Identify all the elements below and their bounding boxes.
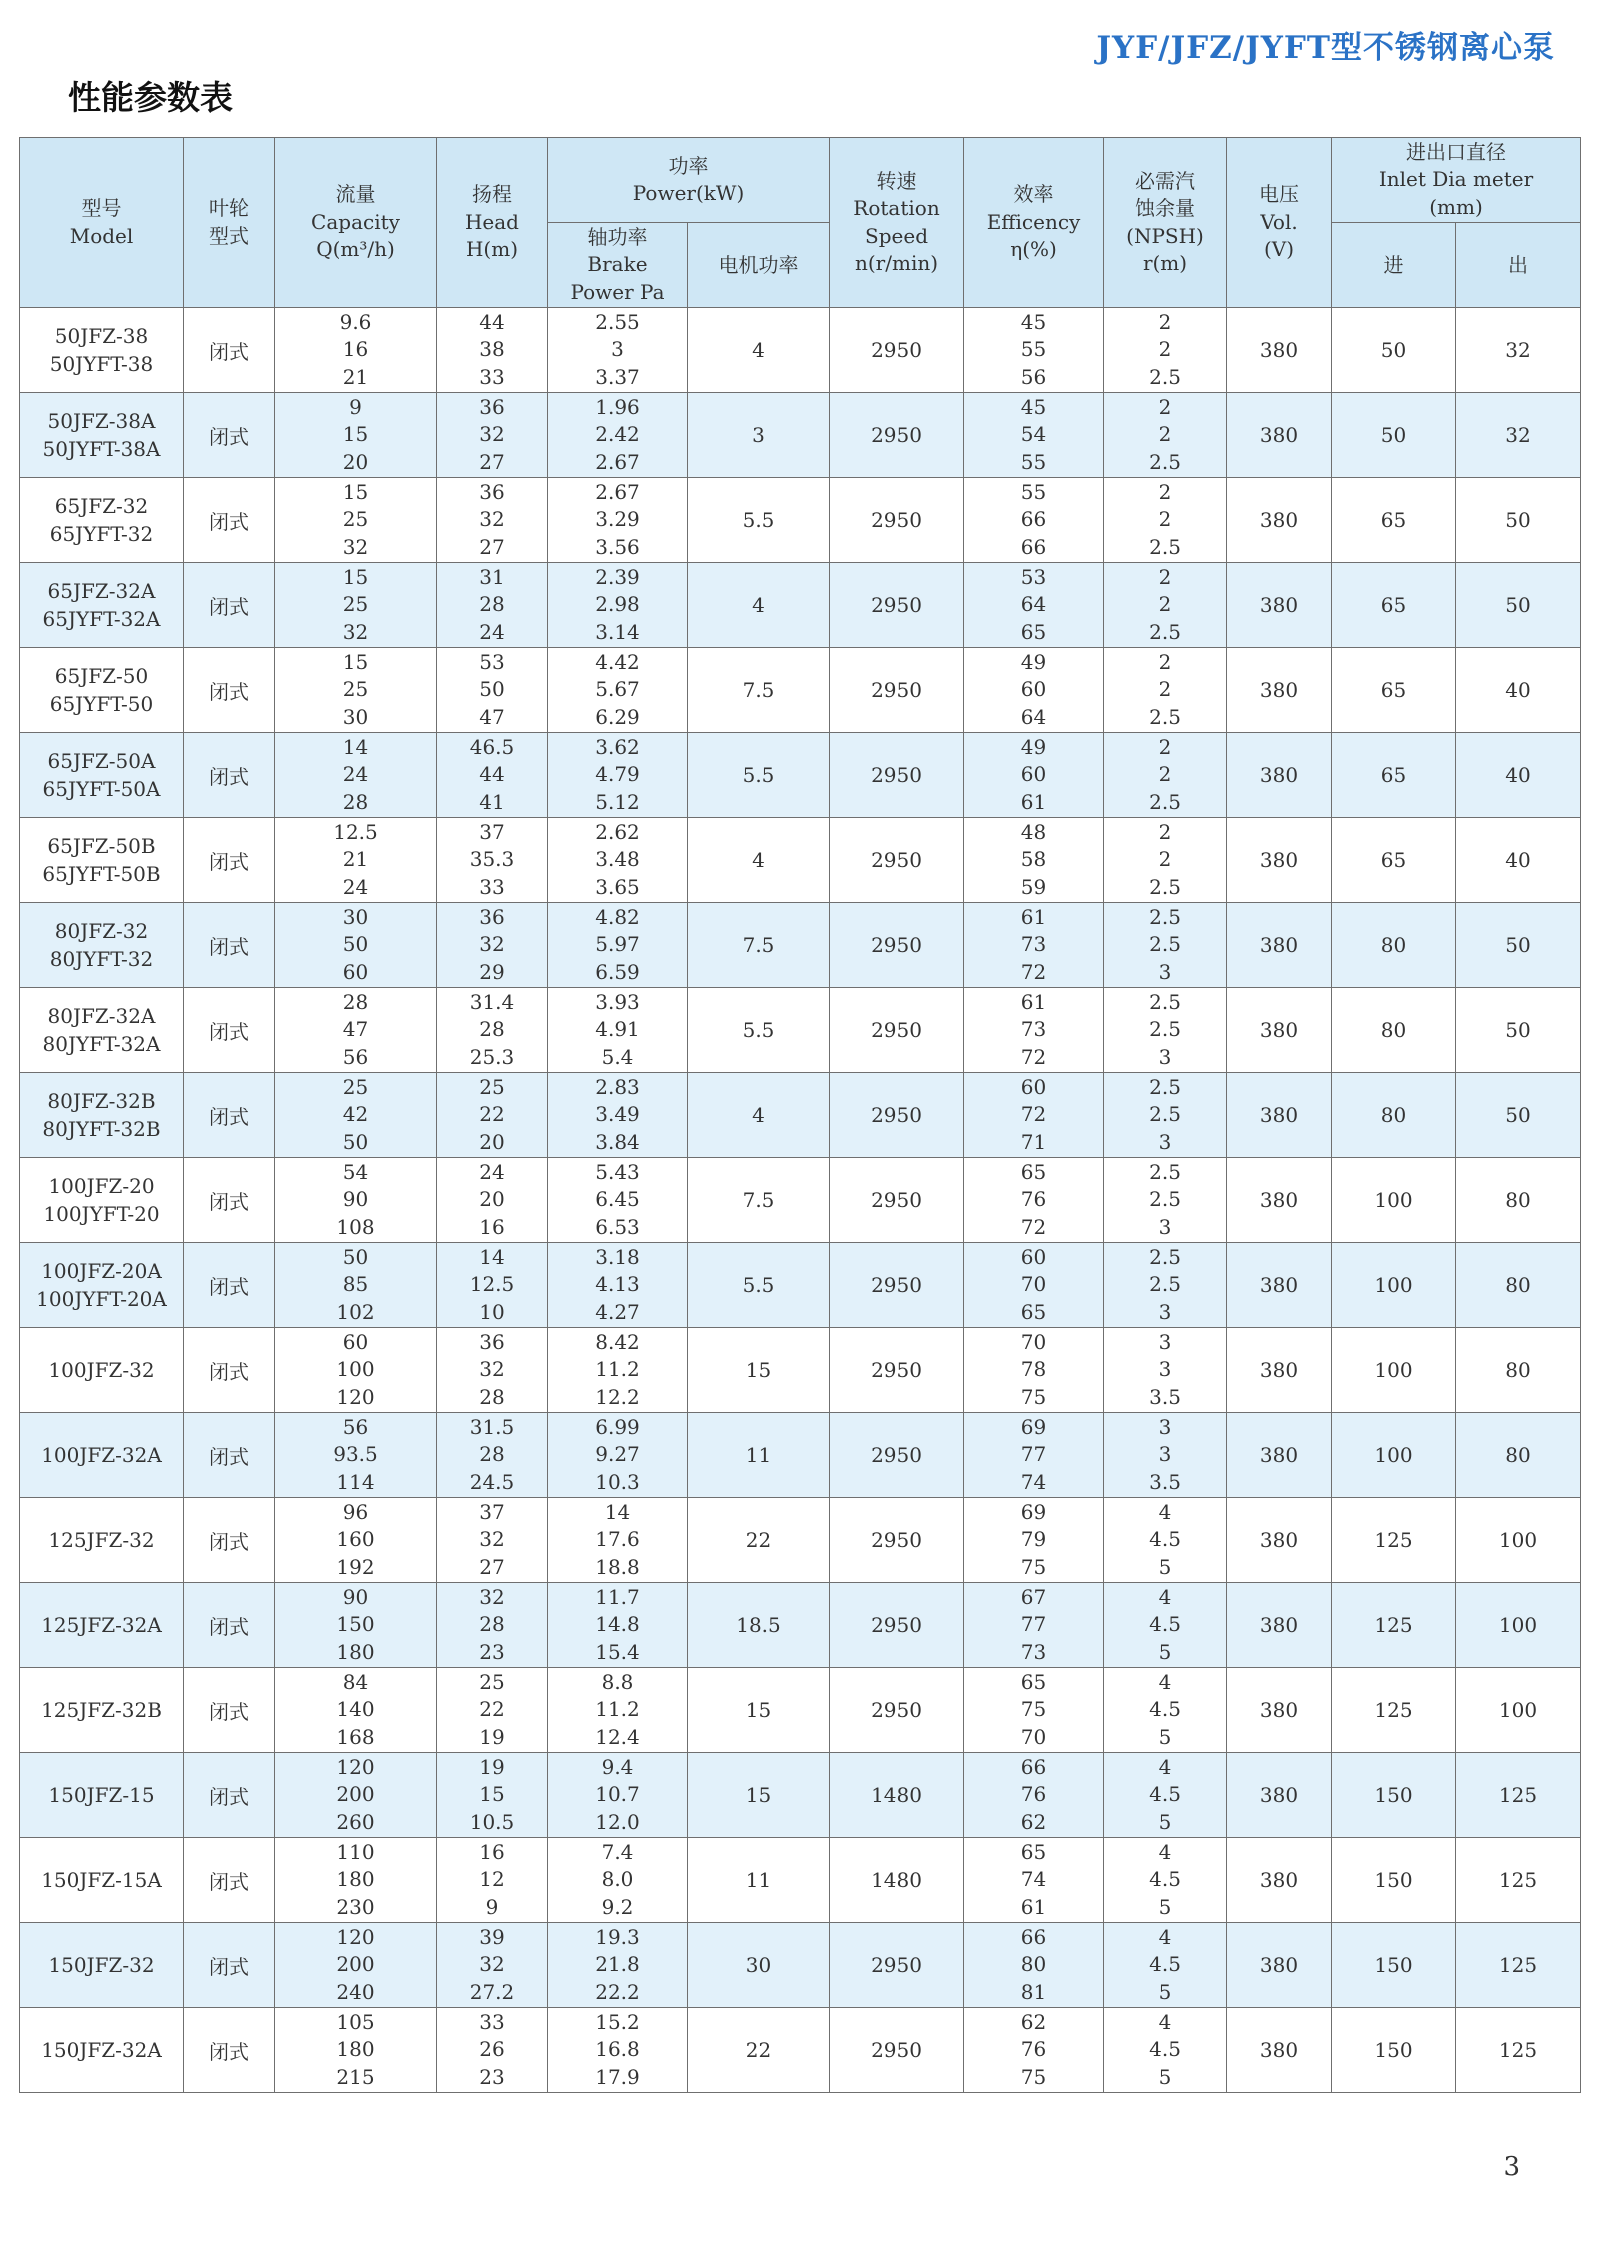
cell-model: 65JFZ-50 65JYFT-50 [20, 648, 184, 733]
header-npsh: 必需汽 蚀余量 (NPSH) r(m) [1104, 138, 1227, 308]
cell-motor-power: 4 [688, 308, 830, 393]
cell-model: 65JFZ-32A 65JYFT-32A [20, 563, 184, 648]
cell-capacity: 12.5 21 24 [275, 818, 437, 903]
cell-npsh: 4 4.5 5 [1104, 1838, 1227, 1923]
cell-head: 31.5 28 24.5 [437, 1413, 548, 1498]
cell-outlet: 50 [1456, 903, 1581, 988]
cell-inlet: 150 [1332, 1838, 1456, 1923]
cell-efficiency: 49 60 64 [964, 648, 1104, 733]
cell-brake-power: 6.99 9.27 10.3 [548, 1413, 688, 1498]
cell-capacity: 15 25 30 [275, 648, 437, 733]
table-row [20, 733, 1581, 818]
cell-impeller: 闭式 [184, 1668, 275, 1753]
header-motor-power: 电机功率 [688, 223, 830, 308]
cell-brake-power: 19.3 21.8 22.2 [548, 1923, 688, 2008]
header-voltage: 电压 Vol. (V) [1227, 138, 1332, 308]
cell-voltage: 380 [1227, 1753, 1332, 1838]
cell-efficiency: 65 76 72 [964, 1158, 1104, 1243]
cell-efficiency: 61 73 72 [964, 903, 1104, 988]
cell-model: 65JFZ-50A 65JYFT-50A [20, 733, 184, 818]
cell-efficiency: 70 78 75 [964, 1328, 1104, 1413]
cell-outlet: 50 [1456, 1073, 1581, 1158]
table-row [20, 903, 1581, 988]
cell-impeller: 闭式 [184, 1923, 275, 2008]
cell-npsh: 4 4.5 5 [1104, 1583, 1227, 1668]
cell-outlet: 80 [1456, 1413, 1581, 1498]
cell-inlet: 65 [1332, 478, 1456, 563]
cell-capacity: 28 47 56 [275, 988, 437, 1073]
cell-head: 46.5 44 41 [437, 733, 548, 818]
cell-voltage: 380 [1227, 1498, 1332, 1583]
cell-inlet: 100 [1332, 1243, 1456, 1328]
cell-head: 24 20 16 [437, 1158, 548, 1243]
header-model: 型号 Model [20, 138, 184, 308]
cell-speed: 2950 [830, 988, 964, 1073]
cell-voltage: 380 [1227, 2008, 1332, 2093]
cell-efficiency: 60 70 65 [964, 1243, 1104, 1328]
cell-efficiency: 69 79 75 [964, 1498, 1104, 1583]
cell-speed: 2950 [830, 1668, 964, 1753]
cell-brake-power: 2.62 3.48 3.65 [548, 818, 688, 903]
cell-inlet: 125 [1332, 1668, 1456, 1753]
header-head: 扬程 Head H(m) [437, 138, 548, 308]
cell-capacity: 25 42 50 [275, 1073, 437, 1158]
cell-impeller: 闭式 [184, 393, 275, 478]
table-row [20, 1243, 1581, 1328]
cell-motor-power: 7.5 [688, 1158, 830, 1243]
table-row [20, 1753, 1581, 1838]
cell-voltage: 380 [1227, 1668, 1332, 1753]
cell-npsh: 4 4.5 5 [1104, 1668, 1227, 1753]
cell-speed: 2950 [830, 478, 964, 563]
cell-npsh: 4 4.5 5 [1104, 1498, 1227, 1583]
cell-speed: 2950 [830, 1413, 964, 1498]
cell-capacity: 105 180 215 [275, 2008, 437, 2093]
table-row [20, 1328, 1581, 1413]
cell-brake-power: 8.42 11.2 12.2 [548, 1328, 688, 1413]
cell-outlet: 50 [1456, 988, 1581, 1073]
cell-voltage: 380 [1227, 478, 1332, 563]
cell-speed: 1480 [830, 1753, 964, 1838]
cell-efficiency: 66 76 62 [964, 1753, 1104, 1838]
cell-outlet: 100 [1456, 1668, 1581, 1753]
cell-npsh: 2 2 2.5 [1104, 648, 1227, 733]
cell-voltage: 380 [1227, 988, 1332, 1073]
cell-impeller: 闭式 [184, 903, 275, 988]
cell-brake-power: 2.39 2.98 3.14 [548, 563, 688, 648]
cell-impeller: 闭式 [184, 988, 275, 1073]
cell-speed: 2950 [830, 563, 964, 648]
cell-efficiency: 66 80 81 [964, 1923, 1104, 2008]
cell-model: 125JFZ-32B [20, 1668, 184, 1753]
cell-impeller: 闭式 [184, 563, 275, 648]
cell-efficiency: 55 66 66 [964, 478, 1104, 563]
cell-head: 32 28 23 [437, 1583, 548, 1668]
cell-speed: 2950 [830, 1073, 964, 1158]
cell-impeller: 闭式 [184, 1328, 275, 1413]
cell-capacity: 56 93.5 114 [275, 1413, 437, 1498]
cell-npsh: 2 2 2.5 [1104, 308, 1227, 393]
cell-motor-power: 5.5 [688, 1243, 830, 1328]
cell-speed: 2950 [830, 733, 964, 818]
cell-inlet: 150 [1332, 1923, 1456, 2008]
cell-inlet: 125 [1332, 1498, 1456, 1583]
cell-model: 100JFZ-32 [20, 1328, 184, 1413]
table-row [20, 1073, 1581, 1158]
cell-voltage: 380 [1227, 393, 1332, 478]
cell-impeller: 闭式 [184, 308, 275, 393]
cell-npsh: 3 3 3.5 [1104, 1328, 1227, 1413]
section-title: 性能参数表 [68, 78, 233, 117]
cell-inlet: 80 [1332, 988, 1456, 1073]
cell-head: 36 32 27 [437, 478, 548, 563]
header-efficiency: 效率 Efficency η(%) [964, 138, 1104, 308]
header-impeller: 叶轮 型式 [184, 138, 275, 308]
cell-model: 65JFZ-50B 65JYFT-50B [20, 818, 184, 903]
cell-motor-power: 5.5 [688, 733, 830, 818]
cell-motor-power: 7.5 [688, 648, 830, 733]
cell-npsh: 2.5 2.5 3 [1104, 903, 1227, 988]
cell-outlet: 125 [1456, 1923, 1581, 2008]
cell-head: 33 26 23 [437, 2008, 548, 2093]
cell-npsh: 2.5 2.5 3 [1104, 988, 1227, 1073]
cell-head: 39 32 27.2 [437, 1923, 548, 2008]
cell-efficiency: 69 77 74 [964, 1413, 1104, 1498]
header-power: 功率 Power(kW) [548, 138, 830, 223]
cell-inlet: 80 [1332, 1073, 1456, 1158]
cell-motor-power: 15 [688, 1753, 830, 1838]
cell-outlet: 100 [1456, 1498, 1581, 1583]
cell-voltage: 380 [1227, 903, 1332, 988]
cell-head: 36 32 27 [437, 393, 548, 478]
cell-outlet: 32 [1456, 393, 1581, 478]
cell-voltage: 380 [1227, 1328, 1332, 1413]
cell-model: 80JFZ-32 80JYFT-32 [20, 903, 184, 988]
cell-outlet: 125 [1456, 1838, 1581, 1923]
cell-motor-power: 4 [688, 1073, 830, 1158]
cell-npsh: 2.5 2.5 3 [1104, 1243, 1227, 1328]
cell-outlet: 80 [1456, 1328, 1581, 1413]
cell-model: 100JFZ-20A 100JYFT-20A [20, 1243, 184, 1328]
header-outlet: 出 [1456, 223, 1581, 308]
cell-brake-power: 5.43 6.45 6.53 [548, 1158, 688, 1243]
cell-brake-power: 15.2 16.8 17.9 [548, 2008, 688, 2093]
table-row [20, 2008, 1581, 2093]
cell-capacity: 9.6 16 21 [275, 308, 437, 393]
cell-brake-power: 14 17.6 18.8 [548, 1498, 688, 1583]
cell-inlet: 50 [1332, 308, 1456, 393]
cell-impeller: 闭式 [184, 1073, 275, 1158]
cell-motor-power: 15 [688, 1668, 830, 1753]
cell-efficiency: 62 76 75 [964, 2008, 1104, 2093]
table-row [20, 308, 1581, 393]
cell-brake-power: 11.7 14.8 15.4 [548, 1583, 688, 1668]
cell-speed: 2950 [830, 1583, 964, 1668]
cell-model: 50JFZ-38A 50JYFT-38A [20, 393, 184, 478]
cell-model: 125JFZ-32A [20, 1583, 184, 1668]
cell-outlet: 40 [1456, 733, 1581, 818]
table-row [20, 1923, 1581, 2008]
cell-model: 150JFZ-15A [20, 1838, 184, 1923]
cell-outlet: 80 [1456, 1243, 1581, 1328]
cell-head: 19 15 10.5 [437, 1753, 548, 1838]
cell-inlet: 150 [1332, 1753, 1456, 1838]
cell-npsh: 2 2 2.5 [1104, 393, 1227, 478]
cell-impeller: 闭式 [184, 648, 275, 733]
cell-inlet: 100 [1332, 1413, 1456, 1498]
cell-speed: 2950 [830, 1923, 964, 2008]
cell-capacity: 110 180 230 [275, 1838, 437, 1923]
cell-inlet: 65 [1332, 818, 1456, 903]
cell-voltage: 380 [1227, 818, 1332, 903]
cell-motor-power: 18.5 [688, 1583, 830, 1668]
cell-voltage: 380 [1227, 1073, 1332, 1158]
cell-outlet: 100 [1456, 1583, 1581, 1668]
cell-motor-power: 5.5 [688, 988, 830, 1073]
performance-table [19, 137, 1581, 2093]
cell-outlet: 80 [1456, 1158, 1581, 1243]
cell-npsh: 2 2 2.5 [1104, 818, 1227, 903]
cell-capacity: 14 24 28 [275, 733, 437, 818]
table-row [20, 1158, 1581, 1243]
cell-capacity: 120 200 240 [275, 1923, 437, 2008]
cell-capacity: 84 140 168 [275, 1668, 437, 1753]
cell-speed: 2950 [830, 1328, 964, 1413]
cell-capacity: 15 25 32 [275, 563, 437, 648]
header-diameter: 进出口直径 Inlet Dia meter (mm) [1332, 138, 1581, 223]
cell-impeller: 闭式 [184, 478, 275, 563]
cell-capacity: 9 15 20 [275, 393, 437, 478]
cell-impeller: 闭式 [184, 818, 275, 903]
cell-model: 125JFZ-32 [20, 1498, 184, 1583]
cell-brake-power: 4.82 5.97 6.59 [548, 903, 688, 988]
cell-capacity: 120 200 260 [275, 1753, 437, 1838]
cell-outlet: 50 [1456, 563, 1581, 648]
cell-head: 16 12 9 [437, 1838, 548, 1923]
cell-npsh: 2 2 2.5 [1104, 478, 1227, 563]
header-brake-power: 轴功率 Brake Power Pa [548, 223, 688, 308]
cell-capacity: 15 25 32 [275, 478, 437, 563]
cell-voltage: 380 [1227, 648, 1332, 733]
table-row [20, 1668, 1581, 1753]
cell-inlet: 100 [1332, 1158, 1456, 1243]
cell-efficiency: 49 60 61 [964, 733, 1104, 818]
cell-head: 44 38 33 [437, 308, 548, 393]
cell-model: 50JFZ-38 50JYFT-38 [20, 308, 184, 393]
cell-motor-power: 30 [688, 1923, 830, 2008]
cell-speed: 2950 [830, 903, 964, 988]
cell-model: 65JFZ-32 65JYFT-32 [20, 478, 184, 563]
cell-brake-power: 9.4 10.7 12.0 [548, 1753, 688, 1838]
cell-capacity: 60 100 120 [275, 1328, 437, 1413]
cell-capacity: 54 90 108 [275, 1158, 437, 1243]
cell-voltage: 380 [1227, 1838, 1332, 1923]
cell-speed: 2950 [830, 1243, 964, 1328]
cell-inlet: 50 [1332, 393, 1456, 478]
cell-impeller: 闭式 [184, 1583, 275, 1668]
cell-model: 150JFZ-32 [20, 1923, 184, 2008]
cell-efficiency: 45 54 55 [964, 393, 1104, 478]
cell-brake-power: 8.8 11.2 12.4 [548, 1668, 688, 1753]
header-inlet: 进 [1332, 223, 1456, 308]
cell-head: 36 32 28 [437, 1328, 548, 1413]
table-row [20, 648, 1581, 733]
cell-outlet: 40 [1456, 818, 1581, 903]
table-row [20, 1583, 1581, 1668]
cell-voltage: 380 [1227, 563, 1332, 648]
cell-speed: 2950 [830, 308, 964, 393]
table-row [20, 393, 1581, 478]
cell-capacity: 30 50 60 [275, 903, 437, 988]
cell-head: 31.4 28 25.3 [437, 988, 548, 1073]
cell-brake-power: 4.42 5.67 6.29 [548, 648, 688, 733]
cell-model: 100JFZ-32A [20, 1413, 184, 1498]
table-row [20, 1413, 1581, 1498]
cell-capacity: 90 150 180 [275, 1583, 437, 1668]
cell-efficiency: 65 74 61 [964, 1838, 1104, 1923]
cell-model: 150JFZ-32A [20, 2008, 184, 2093]
cell-npsh: 3 3 3.5 [1104, 1413, 1227, 1498]
cell-speed: 2950 [830, 2008, 964, 2093]
header-capacity: 流量 Capacity Q(m³/h) [275, 138, 437, 308]
cell-motor-power: 3 [688, 393, 830, 478]
cell-motor-power: 15 [688, 1328, 830, 1413]
cell-voltage: 380 [1227, 1413, 1332, 1498]
table-row [20, 478, 1581, 563]
table-row [20, 1498, 1581, 1583]
cell-head: 37 32 27 [437, 1498, 548, 1583]
cell-voltage: 380 [1227, 1923, 1332, 2008]
cell-impeller: 闭式 [184, 1838, 275, 1923]
table-row [20, 818, 1581, 903]
cell-motor-power: 11 [688, 1413, 830, 1498]
cell-inlet: 125 [1332, 1583, 1456, 1668]
cell-speed: 2950 [830, 393, 964, 478]
cell-efficiency: 53 64 65 [964, 563, 1104, 648]
cell-brake-power: 3.62 4.79 5.12 [548, 733, 688, 818]
cell-head: 25 22 20 [437, 1073, 548, 1158]
series-title: JYF/JFZ/JYFT型不锈钢离心泵 [1096, 30, 1555, 66]
cell-inlet: 65 [1332, 733, 1456, 818]
cell-outlet: 125 [1456, 1753, 1581, 1838]
cell-outlet: 40 [1456, 648, 1581, 733]
cell-efficiency: 61 73 72 [964, 988, 1104, 1073]
cell-inlet: 65 [1332, 648, 1456, 733]
cell-motor-power: 4 [688, 563, 830, 648]
cell-efficiency: 60 72 71 [964, 1073, 1104, 1158]
cell-npsh: 4 4.5 5 [1104, 1923, 1227, 2008]
cell-speed: 2950 [830, 1158, 964, 1243]
cell-capacity: 96 160 192 [275, 1498, 437, 1583]
cell-model: 150JFZ-15 [20, 1753, 184, 1838]
cell-impeller: 闭式 [184, 1753, 275, 1838]
table-row [20, 1838, 1581, 1923]
cell-speed: 1480 [830, 1838, 964, 1923]
cell-impeller: 闭式 [184, 1498, 275, 1583]
cell-head: 31 28 24 [437, 563, 548, 648]
cell-brake-power: 7.4 8.0 9.2 [548, 1838, 688, 1923]
cell-npsh: 4 4.5 5 [1104, 2008, 1227, 2093]
cell-brake-power: 1.96 2.42 2.67 [548, 393, 688, 478]
cell-inlet: 65 [1332, 563, 1456, 648]
cell-head: 53 50 47 [437, 648, 548, 733]
cell-impeller: 闭式 [184, 1413, 275, 1498]
cell-speed: 2950 [830, 648, 964, 733]
table-body [20, 308, 1581, 2093]
cell-efficiency: 45 55 56 [964, 308, 1104, 393]
cell-speed: 2950 [830, 1498, 964, 1583]
cell-npsh: 2 2 2.5 [1104, 733, 1227, 818]
cell-model: 80JFZ-32A 80JYFT-32A [20, 988, 184, 1073]
cell-inlet: 100 [1332, 1328, 1456, 1413]
cell-efficiency: 48 58 59 [964, 818, 1104, 903]
cell-inlet: 80 [1332, 903, 1456, 988]
table-row [20, 988, 1581, 1073]
cell-motor-power: 5.5 [688, 478, 830, 563]
cell-brake-power: 3.93 4.91 5.4 [548, 988, 688, 1073]
cell-motor-power: 22 [688, 2008, 830, 2093]
cell-head: 25 22 19 [437, 1668, 548, 1753]
cell-motor-power: 22 [688, 1498, 830, 1583]
cell-voltage: 380 [1227, 308, 1332, 393]
cell-brake-power: 3.18 4.13 4.27 [548, 1243, 688, 1328]
cell-efficiency: 67 77 73 [964, 1583, 1104, 1668]
cell-voltage: 380 [1227, 1583, 1332, 1668]
cell-impeller: 闭式 [184, 733, 275, 818]
cell-outlet: 50 [1456, 478, 1581, 563]
cell-motor-power: 4 [688, 818, 830, 903]
cell-inlet: 150 [1332, 2008, 1456, 2093]
cell-efficiency: 65 75 70 [964, 1668, 1104, 1753]
cell-impeller: 闭式 [184, 1243, 275, 1328]
cell-impeller: 闭式 [184, 1158, 275, 1243]
cell-npsh: 2 2 2.5 [1104, 563, 1227, 648]
cell-head: 37 35.3 33 [437, 818, 548, 903]
cell-outlet: 125 [1456, 2008, 1581, 2093]
cell-npsh: 4 4.5 5 [1104, 1753, 1227, 1838]
cell-brake-power: 2.83 3.49 3.84 [548, 1073, 688, 1158]
cell-voltage: 380 [1227, 1243, 1332, 1328]
cell-impeller: 闭式 [184, 2008, 275, 2093]
cell-brake-power: 2.67 3.29 3.56 [548, 478, 688, 563]
cell-model: 100JFZ-20 100JYFT-20 [20, 1158, 184, 1243]
cell-motor-power: 11 [688, 1838, 830, 1923]
cell-model: 80JFZ-32B 80JYFT-32B [20, 1073, 184, 1158]
cell-voltage: 380 [1227, 1158, 1332, 1243]
cell-brake-power: 2.55 3 3.37 [548, 308, 688, 393]
page-number: 3 [1503, 2152, 1520, 2182]
cell-speed: 2950 [830, 818, 964, 903]
cell-head: 36 32 29 [437, 903, 548, 988]
table-row [20, 563, 1581, 648]
cell-npsh: 2.5 2.5 3 [1104, 1073, 1227, 1158]
cell-outlet: 32 [1456, 308, 1581, 393]
header-speed: 转速 Rotation Speed n(r/min) [830, 138, 964, 308]
cell-motor-power: 7.5 [688, 903, 830, 988]
cell-head: 14 12.5 10 [437, 1243, 548, 1328]
cell-npsh: 2.5 2.5 3 [1104, 1158, 1227, 1243]
cell-voltage: 380 [1227, 733, 1332, 818]
cell-capacity: 50 85 102 [275, 1243, 437, 1328]
